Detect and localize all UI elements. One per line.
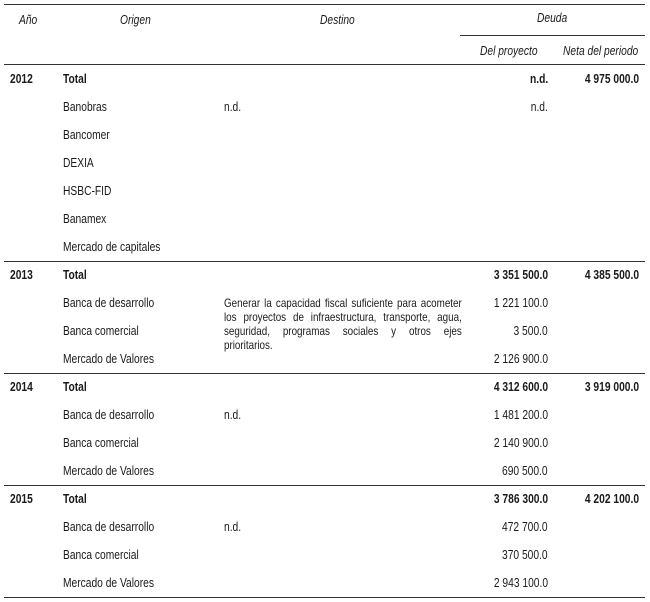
table-row bbox=[0, 65, 650, 93]
destination-cell: n.d. bbox=[224, 100, 242, 114]
header-project: Del proyecto bbox=[480, 44, 538, 58]
table-row bbox=[0, 261, 650, 289]
table-row bbox=[0, 93, 650, 121]
table-row bbox=[0, 513, 650, 541]
project-debt-cell: 4 312 600.0 bbox=[493, 380, 548, 394]
net-debt-cell: 4 975 000.0 bbox=[584, 72, 639, 86]
destination-cell: n.d. bbox=[224, 520, 242, 534]
origin-cell: Total bbox=[63, 380, 87, 394]
origin-cell: Total bbox=[63, 492, 87, 506]
origin-cell: Banca de desarrollo bbox=[63, 408, 155, 422]
year-cell: 2015 bbox=[10, 492, 33, 506]
origin-cell: Banca comercial bbox=[63, 324, 139, 338]
project-debt-cell: n.d. bbox=[529, 72, 548, 86]
project-debt-cell: 3 786 300.0 bbox=[493, 492, 548, 506]
project-debt-cell: 370 500.0 bbox=[502, 548, 548, 562]
project-debt-cell: 2 140 900.0 bbox=[493, 436, 548, 450]
project-debt-cell: 690 500.0 bbox=[502, 464, 548, 478]
origin-cell: Banca comercial bbox=[63, 436, 139, 450]
project-debt-cell: 1 481 200.0 bbox=[493, 408, 548, 422]
origin-cell: Mercado de Valores bbox=[63, 576, 154, 590]
year-cell: 2014 bbox=[10, 380, 33, 394]
origin-cell: HSBC-FID bbox=[63, 184, 112, 198]
project-debt-cell: 2 943 100.0 bbox=[493, 576, 548, 590]
destination-description: Generar la capacidad fiscal suficiente para acometer los proyectos de infraestructura, transporte, agua, seguridad, programas sociales y otros ejes prioritarios. bbox=[224, 296, 462, 352]
table-row bbox=[0, 205, 650, 233]
origin-cell: Mercado de capitales bbox=[63, 240, 161, 254]
project-debt-cell: 3 500.0 bbox=[513, 324, 548, 338]
table-row bbox=[0, 485, 650, 513]
destination-cell: n.d. bbox=[224, 408, 242, 422]
origin-cell: Banamex bbox=[63, 212, 107, 226]
origin-cell: Bancomer bbox=[63, 128, 110, 142]
table-row bbox=[0, 149, 650, 177]
net-debt-cell: 4 385 500.0 bbox=[584, 268, 639, 282]
header-net: Neta del periodo bbox=[563, 44, 639, 58]
year-cell: 2012 bbox=[10, 72, 33, 86]
origin-cell: Mercado de Valores bbox=[63, 464, 154, 478]
table-row bbox=[0, 429, 650, 457]
origin-cell: Total bbox=[63, 72, 87, 86]
table-top-rule bbox=[4, 4, 645, 5]
debt-subheader-rule bbox=[460, 35, 645, 36]
project-debt-cell: 2 126 900.0 bbox=[493, 352, 548, 366]
header-origin: Origen bbox=[120, 13, 151, 27]
origin-cell: Banobras bbox=[63, 100, 107, 114]
year-cell: 2013 bbox=[10, 268, 33, 282]
table-row bbox=[0, 373, 650, 401]
header-debt: Deuda bbox=[537, 11, 568, 25]
table-row bbox=[0, 177, 650, 205]
origin-cell: Banca comercial bbox=[63, 548, 139, 562]
header-destination: Destino bbox=[320, 13, 355, 27]
net-debt-cell: 4 202 100.0 bbox=[584, 492, 639, 506]
table-row bbox=[0, 541, 650, 569]
project-debt-cell: n.d. bbox=[530, 100, 548, 114]
origin-cell: Mercado de Valores bbox=[63, 352, 154, 366]
table-bottom-rule bbox=[4, 597, 645, 598]
project-debt-cell: 472 700.0 bbox=[502, 520, 548, 534]
header-year: Año bbox=[19, 13, 38, 27]
origin-cell: Banca de desarrollo bbox=[63, 296, 155, 310]
origin-cell: Banca de desarrollo bbox=[63, 520, 155, 534]
net-debt-cell: 3 919 000.0 bbox=[584, 380, 639, 394]
table-row bbox=[0, 121, 650, 149]
origin-cell: Total bbox=[63, 268, 87, 282]
origin-cell: DEXIA bbox=[63, 156, 94, 170]
project-debt-cell: 3 351 500.0 bbox=[493, 268, 548, 282]
table-row bbox=[0, 457, 650, 485]
table-row bbox=[0, 569, 650, 597]
table-row bbox=[0, 233, 650, 261]
project-debt-cell: 1 221 100.0 bbox=[493, 296, 548, 310]
table-row bbox=[0, 401, 650, 429]
